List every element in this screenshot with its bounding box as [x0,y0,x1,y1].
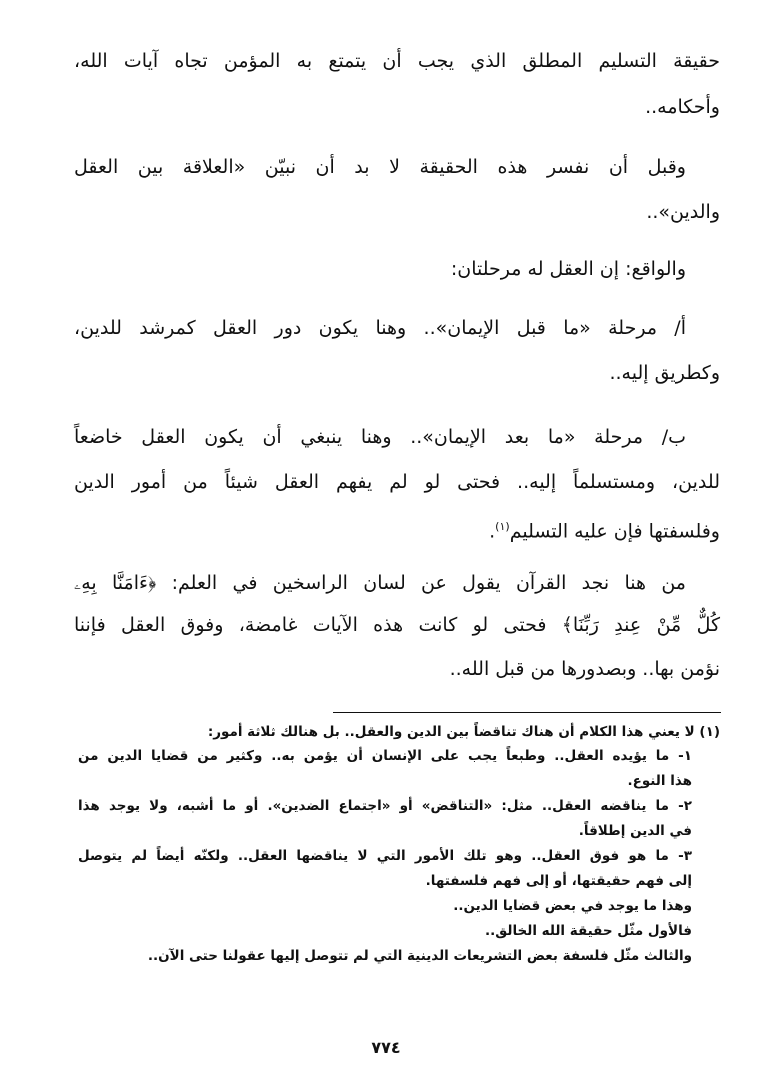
body-line: ب/ مرحلة «ما بعد الإيمان».. وهنا ينبغي أن يكون العقل خاضعاً [74,426,686,448]
footnote-separator [333,712,721,713]
footnote-reference[interactable]: (١) [495,520,510,533]
body-line: حقيقة التسليم المطلق الذي يجب أن يتمتع به المؤمن تجاه آيات الله، [74,50,720,72]
period: . [489,520,496,543]
body-line: وكطريق إليه.. [609,362,720,384]
body-line-text: وفلسفتها فإن عليه التسليم [509,520,720,543]
body-line: والدين».. [646,201,720,223]
footnote-line: (١) لا يعني هذا الكلام أن هناك تناقضاً بين الدين والعقل.. بل هنالك ثلاثة أمور: [207,724,720,740]
body-line: وأحكامه.. [645,96,720,118]
page-number: ٧٧٤ [371,1038,401,1057]
body-line: أ/ مرحلة «ما قبل الإيمان».. وهنا يكون دور العقل كمرشد للدين، [74,317,686,339]
body-line: كُلٌّ مِّنْ عِندِ رَبِّنَا﴾ فحتى لو كانت هذه الآيات غامضة، وفوق العقل فإننا [74,614,720,636]
body-line: من هنا نجد القرآن يقول عن لسان الراسخين في العلم: ﴿ءَامَنَّا بِهِۦ [74,572,686,594]
footnote-line: هذا النوع. [627,773,692,789]
footnote-line: إلى فهم حقيقتها، أو إلى فهم فلسفتها. [425,873,692,889]
footnote-line: ١- ما يؤيده العقل.. وطبعاً يجب على الإنسان أن يؤمن به.. وكثير من قضايا الدين من [78,748,692,764]
footnote-line: والثالث مثّل فلسفة بعض التشريعات الدينية التي لم تتوصل إليها عقولنا حتى الآن.. [147,948,692,964]
footnote-line: فالأول مثّل حقيقة الله الخالق.. [484,923,692,939]
body-line: للدين، ومستسلماً إليه.. فحتى لو لم يفهم العقل شيئاً من أمور الدين [74,471,720,493]
body-line: والواقع: إن العقل له مرحلتان: [450,258,686,280]
footnote-line: ٢- ما يناقضه العقل.. مثل: «التناقض» أو «اجتماع الضدين». أو ما أشبه، ولا يوجد هذا [78,798,692,814]
footnote-line: في الدين إطلاقاً. [578,823,692,839]
footnote-line: ٣- ما هو فوق العقل.. وهو تلك الأمور التي لا يناقضها العقل.. ولكنّه أيضاً لم يتوصل [78,848,692,864]
body-line: نؤمن بها.. وبصدورها من قبل الله.. [449,658,720,680]
body-line: وقبل أن نفسر هذه الحقيقة لا بد أن نبيّن «العلاقة بين العقل [74,156,686,178]
body-line [489,512,720,546]
footnote-line: وهذا ما يوجد في بعض قضايا الدين.. [453,898,692,914]
